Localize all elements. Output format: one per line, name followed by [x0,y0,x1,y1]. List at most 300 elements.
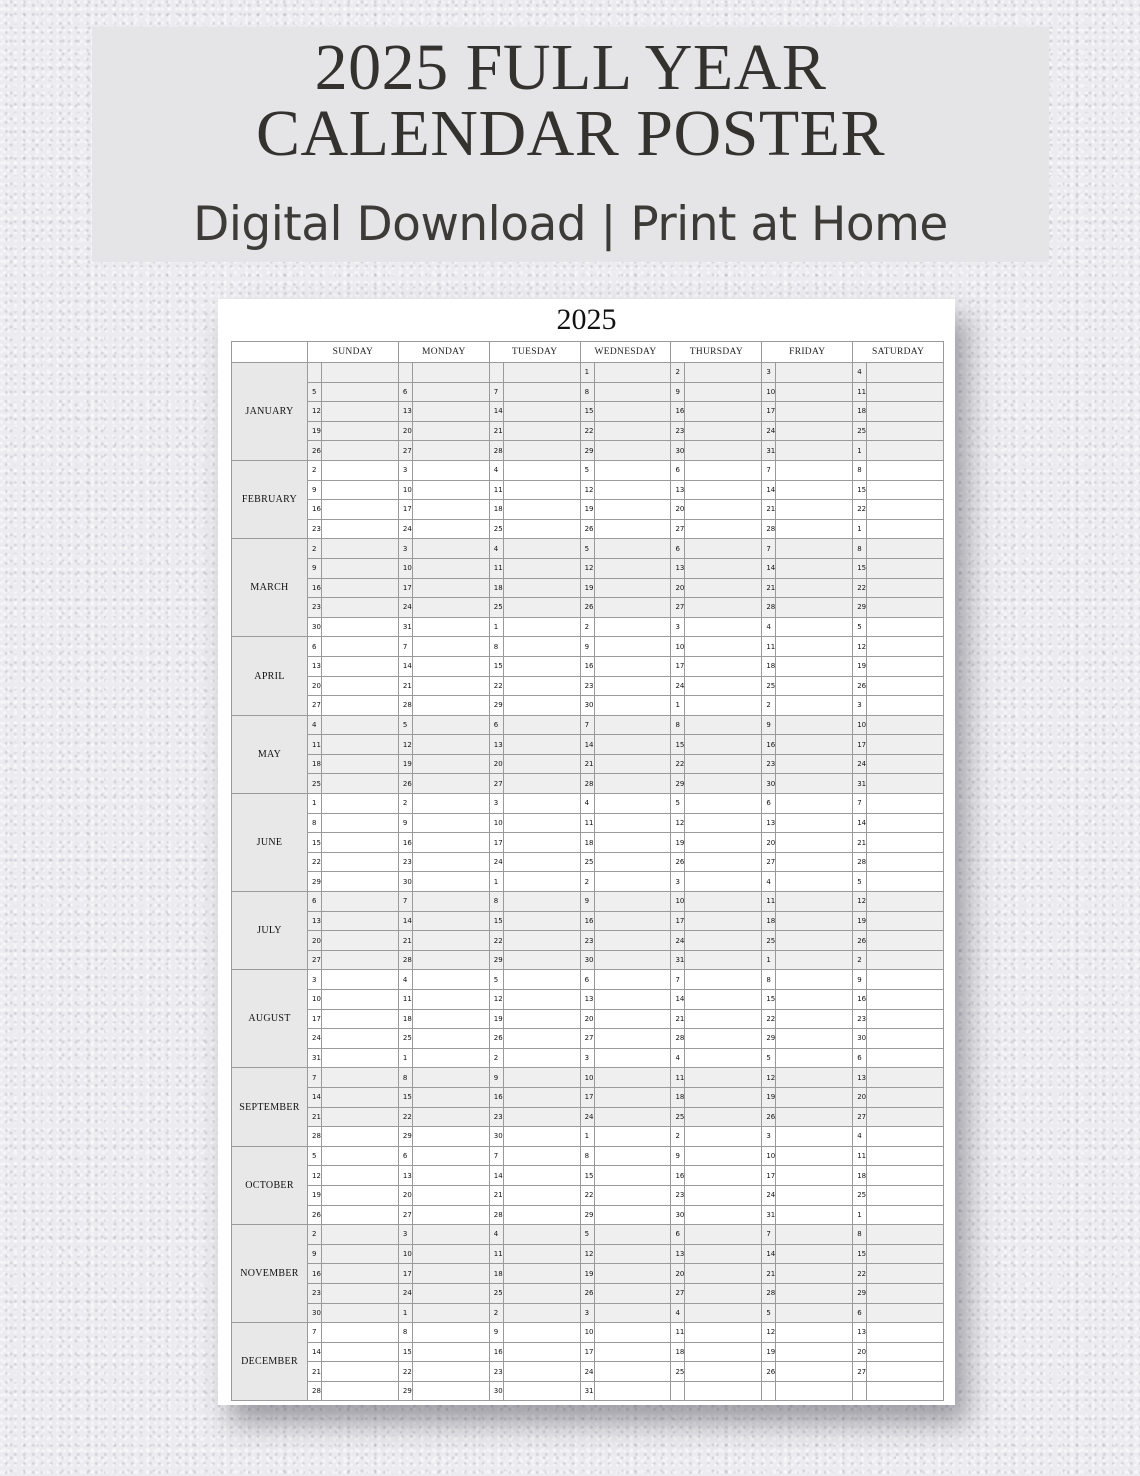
day-number: 9 [580,637,594,657]
day-note-space [867,1029,944,1049]
day-number: 11 [489,558,503,578]
day-number: 27 [853,1362,867,1382]
day-number: 27 [308,950,322,970]
day-number: 22 [398,1362,412,1382]
day-number: 30 [398,872,412,892]
day-note-space [594,774,671,794]
day-number: 28 [308,1127,322,1147]
day-note-space [412,872,489,892]
day-number: 15 [762,990,776,1010]
day-note-space [776,1068,853,1088]
day-number: 26 [398,774,412,794]
day-note-space [594,1381,671,1401]
day-number: 26 [580,598,594,618]
day-note-space [503,1107,580,1127]
day-number: 12 [671,813,685,833]
day-note-space [503,598,580,618]
day-note-space [503,852,580,872]
day-number: 26 [853,931,867,951]
day-number: 25 [762,676,776,696]
week-row [232,696,944,716]
day-note-space [412,990,489,1010]
day-number: 7 [853,794,867,814]
day-number: 28 [762,519,776,539]
day-note-space [776,637,853,657]
day-note-space [867,1146,944,1166]
day-note-space [776,539,853,559]
day-number: 19 [853,911,867,931]
day-note-space [776,1087,853,1107]
day-number: 8 [580,382,594,402]
day-note-space [594,1146,671,1166]
day-number: 22 [580,1185,594,1205]
day-note-space [776,1127,853,1147]
day-note-space [594,950,671,970]
day-note-space [503,715,580,735]
day-note-space [503,519,580,539]
day-number: 14 [308,1087,322,1107]
day-number: 4 [580,794,594,814]
day-number: 4 [671,1303,685,1323]
day-note-space [867,480,944,500]
day-note-space [503,1068,580,1088]
day-note-space [503,402,580,422]
day-number: 5 [489,970,503,990]
day-number: 25 [671,1107,685,1127]
day-number: 31 [853,774,867,794]
day-note-space [867,1362,944,1382]
weekday-header: TUESDAY [489,342,580,363]
day-note-space [685,852,762,872]
calendar-poster [218,299,955,1405]
day-note-space [594,1107,671,1127]
day-number: 9 [671,1146,685,1166]
day-number: 18 [489,500,503,520]
day-note-space [867,1048,944,1068]
day-number: 17 [853,735,867,755]
day-note-space [867,1205,944,1225]
day-note-space [685,382,762,402]
day-note-space [685,1185,762,1205]
calendar-body [232,363,944,1401]
day-number: 12 [489,990,503,1010]
day-note-space [322,363,399,383]
day-number: 10 [671,637,685,657]
day-number: 13 [671,1244,685,1264]
day-note-space [503,1185,580,1205]
day-note-space [594,500,671,520]
day-number: 19 [580,578,594,598]
day-number: 26 [489,1029,503,1049]
day-number: 28 [489,1205,503,1225]
day-note-space [322,1381,399,1401]
day-note-space [322,715,399,735]
day-number: 17 [671,656,685,676]
week-row [232,1009,944,1029]
day-note-space [685,598,762,618]
day-number: 10 [853,715,867,735]
day-note-space [503,892,580,912]
day-note-space [412,402,489,422]
day-note-space [776,1048,853,1068]
day-note-space [503,1166,580,1186]
day-number: 1 [671,696,685,716]
day-note-space [867,382,944,402]
banner-subtitle: Digital Download | Print at Home [193,197,948,252]
day-note-space [594,402,671,422]
week-row [232,1381,944,1401]
day-number: 14 [671,990,685,1010]
day-number: 7 [671,970,685,990]
day-number: 22 [580,421,594,441]
day-note-space [776,1283,853,1303]
day-note-space [867,1087,944,1107]
day-number: 1 [580,363,594,383]
day-number: 1 [853,441,867,461]
day-number: 19 [308,1185,322,1205]
day-number: 11 [398,990,412,1010]
day-note-space [322,911,399,931]
day-number: 5 [853,617,867,637]
day-number: 8 [489,637,503,657]
month-label: JUNE [232,794,308,892]
day-number: 28 [671,1029,685,1049]
day-note-space [867,911,944,931]
day-note-space [594,1048,671,1068]
day-number: 18 [489,1264,503,1284]
day-note-space [685,892,762,912]
day-note-space [776,735,853,755]
day-note-space [412,774,489,794]
week-row [232,656,944,676]
day-note-space [776,1303,853,1323]
day-number: 13 [308,911,322,931]
day-note-space [412,794,489,814]
day-number: 21 [762,500,776,520]
day-number: 27 [308,696,322,716]
day-note-space [322,852,399,872]
day-note-space [322,950,399,970]
day-number: 28 [489,441,503,461]
day-note-space [412,1244,489,1264]
day-note-space [867,813,944,833]
day-note-space [867,539,944,559]
day-note-space [412,1283,489,1303]
day-number: 15 [398,1087,412,1107]
day-number: 4 [489,539,503,559]
year-calendar-table [231,341,944,1401]
day-number: 17 [671,911,685,931]
day-note-space [322,833,399,853]
day-number: 14 [762,1244,776,1264]
day-number: 19 [398,754,412,774]
week-row [232,1342,944,1362]
day-note-space [867,1244,944,1264]
day-number: 22 [853,500,867,520]
day-note-space [776,1009,853,1029]
day-number: 11 [308,735,322,755]
day-number: 8 [489,892,503,912]
title-banner [92,27,1049,262]
weekday-header: WEDNESDAY [580,342,671,363]
day-number: 27 [489,774,503,794]
day-number: 4 [853,1127,867,1147]
day-number: 10 [762,1146,776,1166]
day-number: 31 [671,950,685,970]
day-note-space [776,421,853,441]
day-note-space [322,382,399,402]
day-note-space [685,1087,762,1107]
day-note-space [503,539,580,559]
day-note-space [503,950,580,970]
day-number: 28 [853,852,867,872]
day-number: 14 [762,480,776,500]
day-number: 29 [762,1029,776,1049]
day-note-space [503,794,580,814]
week-row [232,441,944,461]
day-note-space [503,1205,580,1225]
day-number: 16 [398,833,412,853]
day-note-space [685,1107,762,1127]
day-note-space [685,1166,762,1186]
day-number: 3 [671,872,685,892]
week-row [232,1225,944,1245]
day-note-space [867,1283,944,1303]
day-number: 18 [853,402,867,422]
day-number: 17 [762,402,776,422]
day-note-space [776,696,853,716]
day-number: 29 [580,1205,594,1225]
day-number: 11 [853,382,867,402]
day-note-space [776,1107,853,1127]
day-note-space [685,500,762,520]
day-note-space [685,715,762,735]
day-number: 16 [489,1087,503,1107]
day-note-space [685,872,762,892]
week-row [232,950,944,970]
day-number: 6 [580,970,594,990]
day-note-space [412,637,489,657]
day-note-space [503,1303,580,1323]
day-note-space [594,813,671,833]
day-note-space [776,970,853,990]
week-row [232,676,944,696]
day-note-space [776,402,853,422]
day-number: 13 [853,1323,867,1343]
day-number: 31 [762,1205,776,1225]
day-number: 21 [308,1362,322,1382]
week-row [232,715,944,735]
day-note-space [322,696,399,716]
day-number: 28 [580,774,594,794]
day-number: 7 [580,715,594,735]
day-note-space [503,833,580,853]
day-note-space [322,676,399,696]
weekday-header: FRIDAY [762,342,853,363]
day-number: 13 [762,813,776,833]
day-note-space [867,1107,944,1127]
day-note-space [322,1303,399,1323]
day-note-space [685,1009,762,1029]
day-note-space [867,1127,944,1147]
day-number: 30 [580,950,594,970]
week-row [232,1205,944,1225]
day-note-space [594,872,671,892]
day-note-space [322,500,399,520]
day-number: 18 [853,1166,867,1186]
day-number: 21 [308,1107,322,1127]
day-number: 11 [853,1146,867,1166]
day-note-space [776,990,853,1010]
day-note-space [685,460,762,480]
week-row [232,1048,944,1068]
month-label: JULY [232,892,308,970]
day-note-space [867,578,944,598]
day-number: 2 [671,363,685,383]
day-note-space [503,1323,580,1343]
day-number: 23 [853,1009,867,1029]
day-number: 19 [580,500,594,520]
week-row [232,833,944,853]
day-number: 6 [308,892,322,912]
day-note-space [412,578,489,598]
day-number: 18 [308,754,322,774]
day-note-space [322,1225,399,1245]
day-note-space [867,363,944,383]
day-number: 22 [671,754,685,774]
day-number: 15 [853,480,867,500]
day-note-space [867,656,944,676]
week-row [232,598,944,618]
day-number: 19 [762,1087,776,1107]
day-number: 18 [398,1009,412,1029]
day-number: 15 [489,656,503,676]
day-number: 18 [671,1087,685,1107]
day-number: 1 [853,519,867,539]
day-note-space [412,813,489,833]
day-number: 14 [308,1342,322,1362]
day-note-space [867,696,944,716]
day-note-space [867,1264,944,1284]
day-note-space [867,872,944,892]
day-note-space [503,441,580,461]
month-label: DECEMBER [232,1323,308,1401]
day-number: 20 [308,931,322,951]
day-number: 2 [308,460,322,480]
day-number: 17 [308,1009,322,1029]
day-note-space [412,931,489,951]
day-number: 10 [398,480,412,500]
day-note-space [503,990,580,1010]
week-row [232,1107,944,1127]
day-number: 13 [308,656,322,676]
day-note-space [322,1283,399,1303]
day-number: 7 [398,637,412,657]
day-note-space [412,892,489,912]
day-number: 25 [398,1029,412,1049]
day-number: 26 [580,1283,594,1303]
day-note-space [503,754,580,774]
day-note-space [685,1029,762,1049]
day-number: 4 [308,715,322,735]
day-note-space [322,539,399,559]
week-row [232,558,944,578]
day-note-space [776,1029,853,1049]
day-number: 23 [762,754,776,774]
day-number: 27 [671,598,685,618]
day-note-space [867,402,944,422]
day-note-space [503,1244,580,1264]
day-number: 3 [308,970,322,990]
day-note-space [685,794,762,814]
day-note-space [322,774,399,794]
day-number: 8 [398,1068,412,1088]
day-note-space [322,1205,399,1225]
day-number: 23 [671,1185,685,1205]
day-note-space [503,617,580,637]
day-note-space [503,1264,580,1284]
day-number: 29 [489,950,503,970]
week-row [232,872,944,892]
day-number: 6 [853,1303,867,1323]
day-number: 23 [308,598,322,618]
day-number: 17 [762,1166,776,1186]
day-note-space [685,735,762,755]
day-note-space [503,696,580,716]
month-label: JANUARY [232,363,308,461]
day-note-space [685,539,762,559]
day-note-space [322,1244,399,1264]
day-note-space [685,1283,762,1303]
day-note-space [776,1225,853,1245]
day-number: 12 [308,402,322,422]
day-note-space [322,970,399,990]
day-number: 8 [398,1323,412,1343]
day-number [489,363,503,383]
week-row [232,637,944,657]
day-note-space [685,1362,762,1382]
day-number: 6 [308,637,322,657]
day-number: 1 [762,950,776,970]
day-note-space [685,990,762,1010]
week-row [232,1029,944,1049]
day-note-space [503,1283,580,1303]
week-row [232,402,944,422]
day-note-space [503,363,580,383]
day-number: 20 [853,1087,867,1107]
day-note-space [594,1068,671,1088]
day-note-space [503,911,580,931]
day-number: 27 [762,852,776,872]
month-label: AUGUST [232,970,308,1068]
day-note-space [322,519,399,539]
week-row [232,421,944,441]
day-number: 6 [398,382,412,402]
day-note-space [867,441,944,461]
day-note-space [322,892,399,912]
day-note-space [503,1381,580,1401]
day-note-space [776,617,853,637]
day-number: 9 [671,382,685,402]
month-label: FEBRUARY [232,460,308,538]
day-number: 6 [762,794,776,814]
day-number: 28 [308,1381,322,1401]
day-note-space [322,1107,399,1127]
day-number: 8 [853,1225,867,1245]
day-note-space [412,1009,489,1029]
day-note-space [412,519,489,539]
day-note-space [776,656,853,676]
